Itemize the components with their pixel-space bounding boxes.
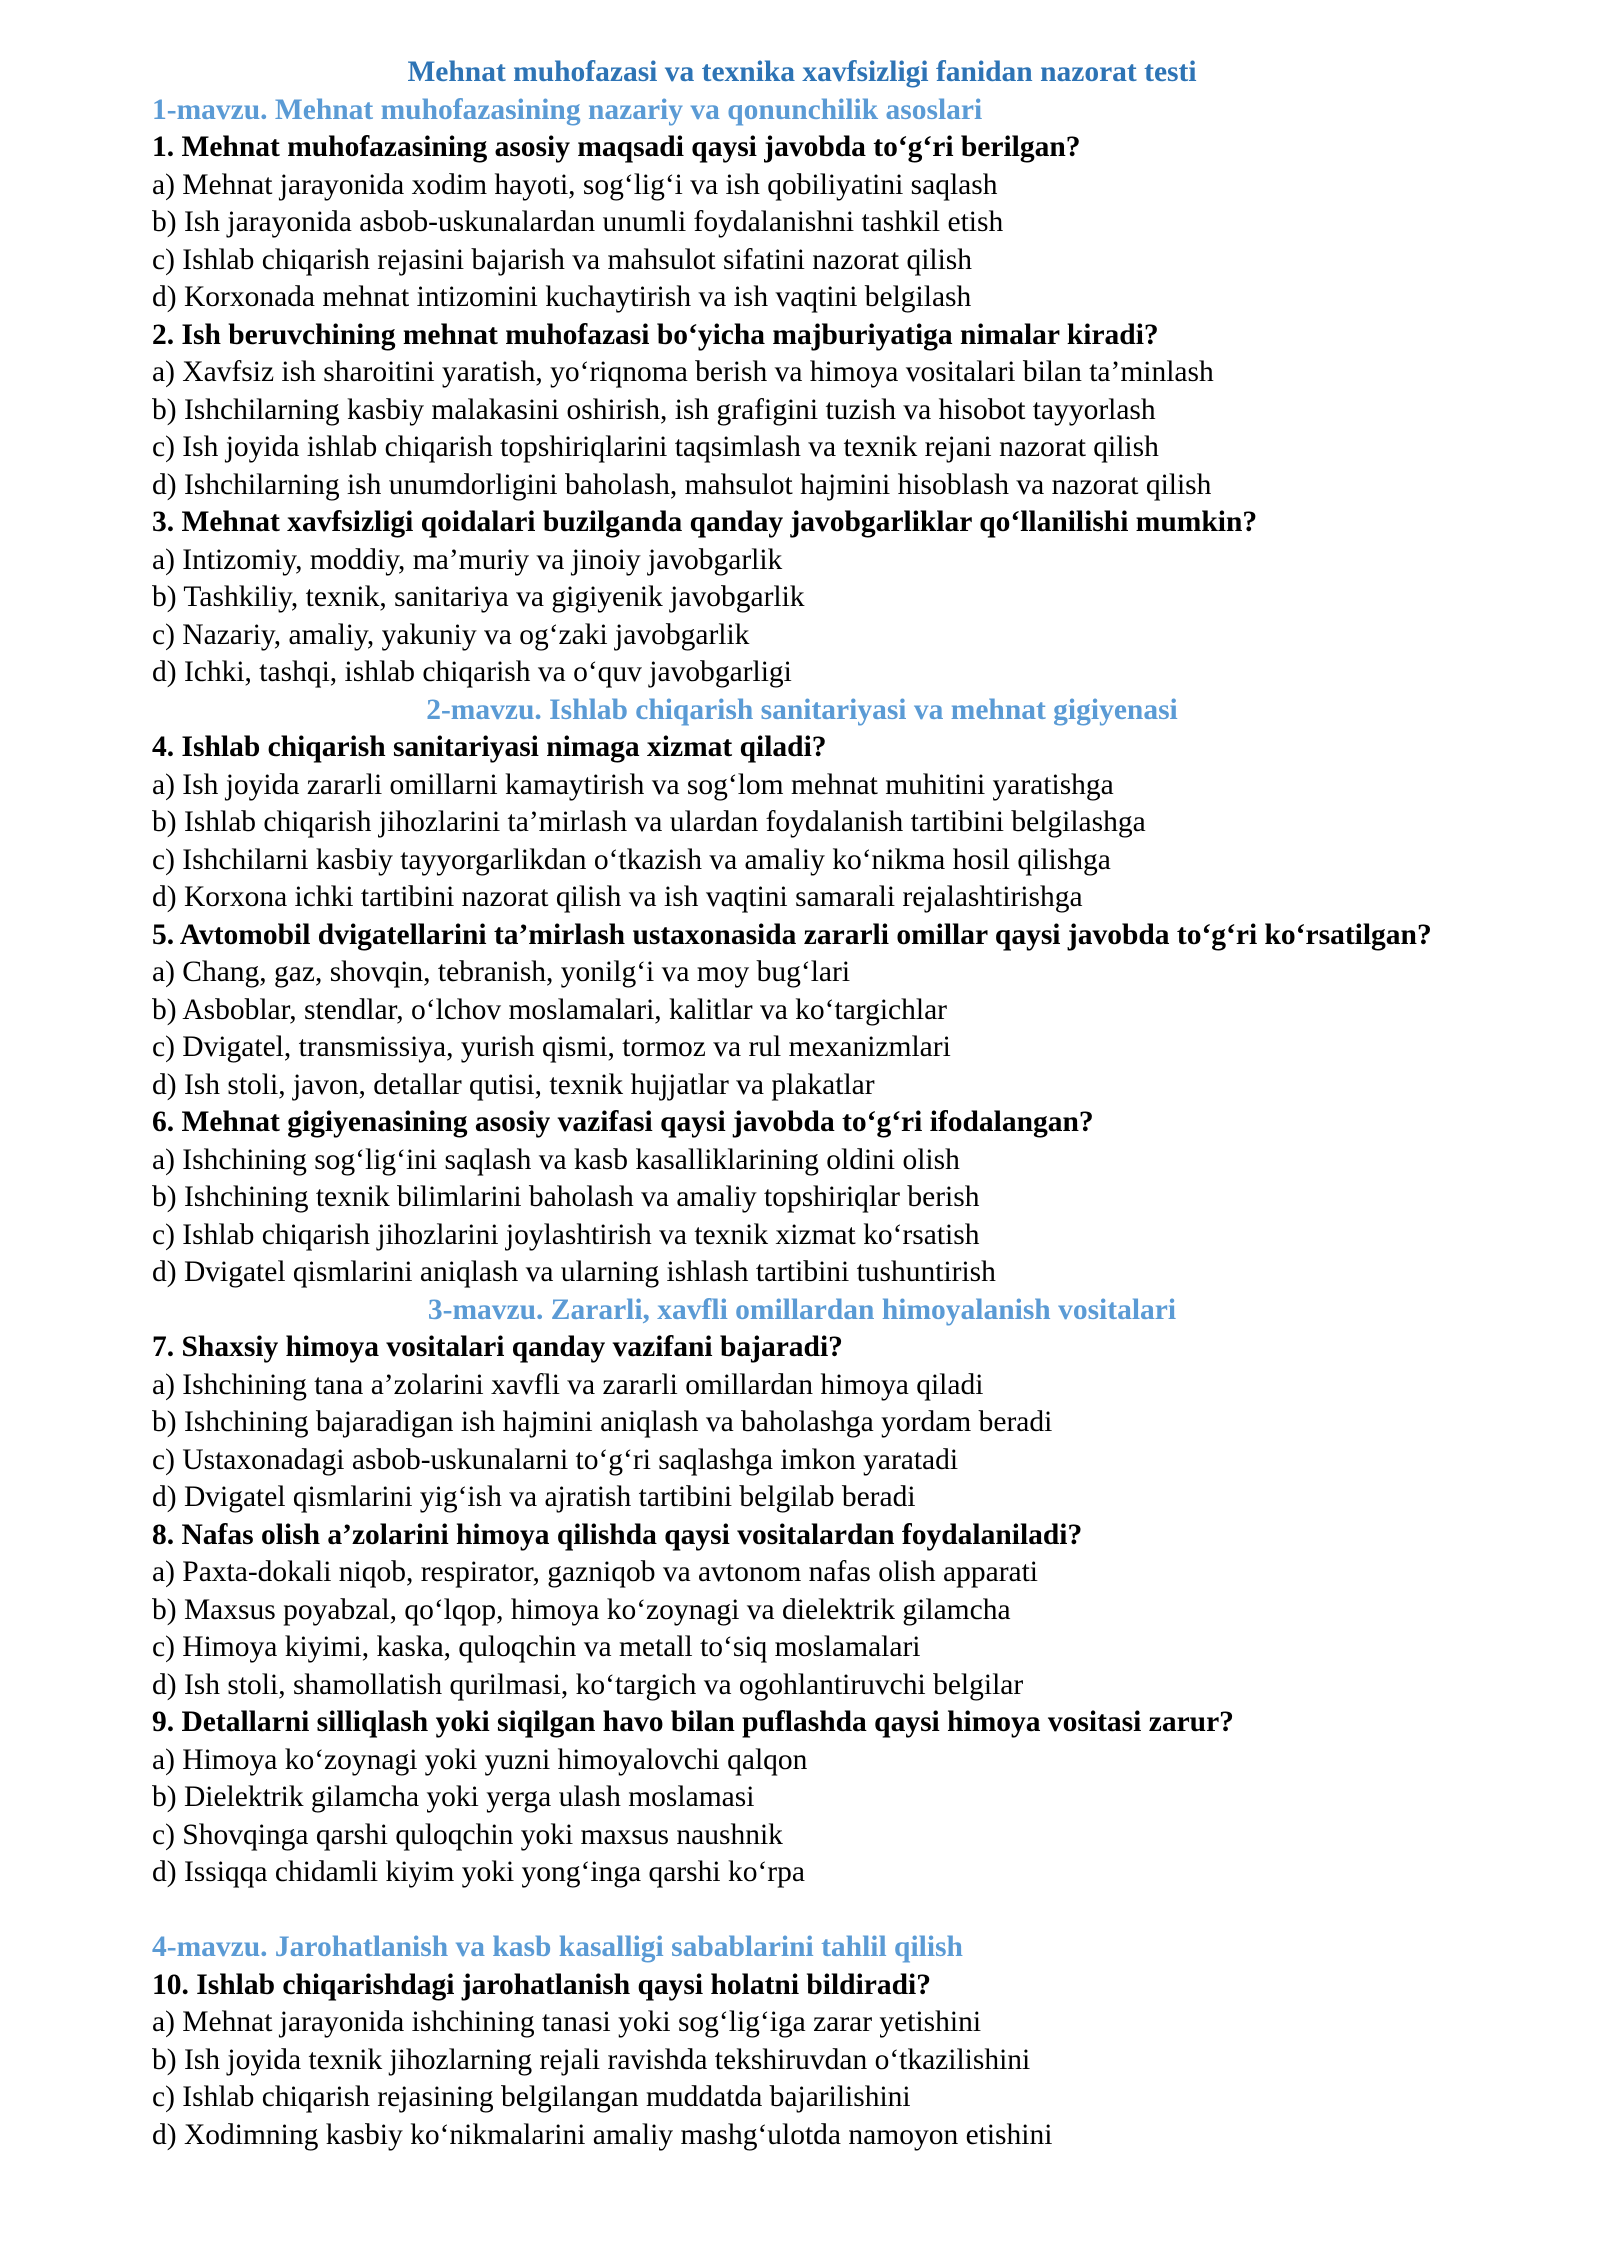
question-6: 6. Mehnat gigiyenasining asosiy vazifasi qaysi javobda to‘g‘ri ifodalangan? <box>152 1106 1094 1138</box>
topic-heading-2: 2-mavzu. Ishlab chiqarish sanitariyasi va mehnat gigiyenasi <box>426 693 1178 726</box>
topic-heading-4: 4-mavzu. Jarohatlanish va kasb kasalligi sabablarini tahlil qilish <box>152 1931 963 1963</box>
question-3: 3. Mehnat xavfsizligi qoidalari buzilganda qanday javobgarliklar qo‘llanilishi mumkin? <box>152 506 1258 538</box>
question-6-option-d: d) Dvigatel qismlarini aniqlash va ularning ishlash tartibini tushuntirish <box>152 1256 996 1288</box>
question-2-option-b: b) Ishchilarning kasbiy malakasini oshirish, ish grafigini tuzish va hisobot tayyorlash <box>152 393 1156 426</box>
question-5-option-c: c) Dvigatel, transmissiya, yurish qismi, tormoz va rul mexanizmlari <box>152 1031 951 1063</box>
question-3-option-a: a) Intizomiy, moddiy, ma’muriy va jinoiy javobgarlik <box>152 543 783 576</box>
question-4-option-c: c) Ishchilarni kasbiy tayyorgarlikdan o‘tkazish va amaliy ko‘nikma hosil qilishga <box>152 843 1111 876</box>
question-8-option-c: c) Himoya kiyimi, kaska, quloqchin va metall to‘siq moslamalari <box>152 1631 921 1663</box>
question-5: 5. Avtomobil dvigatellarini ta’mirlash ustaxonasida zararli omillar qaysi javobda to‘g‘ri ko‘rsatilgan? <box>152 918 1432 951</box>
question-9-option-d: d) Issiqqa chidamli kiyim yoki yong‘inga qarshi ko‘rpa <box>152 1856 805 1888</box>
question-6-option-b: b) Ishchining texnik bilimlarini baholash va amaliy topshiriqlar berish <box>152 1181 980 1213</box>
question-1-option-c: c) Ishlab chiqarish rejasini bajarish va mahsulot sifatini nazorat qilish <box>152 243 973 276</box>
question-5-option-b: b) Asboblar, stendlar, o‘lchov moslamalari, kalitlar va ko‘targichlar <box>152 993 947 1026</box>
question-7-option-a: a) Ishchining tana a’zolarini xavfli va zararli omillardan himoya qiladi <box>152 1368 984 1401</box>
blank-line <box>152 1892 1452 1930</box>
question-1: 1. Mehnat muhofazasining asosiy maqsadi qaysi javobda to‘g‘ri berilgan? <box>152 131 1081 163</box>
question-6-option-a: a) Ishchining sog‘lig‘ini saqlash va kasb kasalliklarining oldini olish <box>152 1143 960 1176</box>
question-8-option-b: b) Maxsus poyabzal, qo‘lqop, himoya ko‘zoynagi va dielektrik gilamcha <box>152 1593 1011 1626</box>
topic-heading-3: 3-mavzu. Zararli, xavfli omillardan himoyalanish vositalari <box>427 1293 1177 1326</box>
question-4: 4. Ishlab chiqarish sanitariyasi nimaga xizmat qiladi? <box>152 731 827 763</box>
document-title: Mehnat muhofazasi va texnika xavfsizligi fanidan nazorat testi <box>407 56 1197 88</box>
question-7: 7. Shaxsiy himoya vositalari qanday vazifani bajaradi? <box>152 1331 843 1363</box>
question-8: 8. Nafas olish a’zolarini himoya qilishda qaysi vositalardan foydalaniladi? <box>152 1518 1083 1551</box>
question-10-option-c: c) Ishlab chiqarish rejasining belgilangan muddatda bajarilishini <box>152 2081 911 2113</box>
question-9-option-c: c) Shovqinga qarshi quloqchin yoki maxsus naushnik <box>152 1818 783 1851</box>
question-9: 9. Detallarni silliqlash yoki siqilgan havo bilan puflashda qaysi himoya vositasi zarur? <box>152 1706 1234 1738</box>
question-1-option-a: a) Mehnat jarayonida xodim hayoti, sog‘lig‘i va ish qobiliyatini saqlash <box>152 168 998 201</box>
topic-heading-1: 1-mavzu. Mehnat muhofazasining nazariy va qonunchilik asoslari <box>152 93 983 126</box>
question-5-option-d: d) Ish stoli, javon, detallar qutisi, texnik hujjatlar va plakatlar <box>152 1068 875 1101</box>
question-10: 10. Ishlab chiqarishdagi jarohatlanish qaysi holatni bildiradi? <box>152 1968 931 2001</box>
question-7-option-c: c) Ustaxonadagi asbob-uskunalarni to‘g‘ri saqlashga imkon yaratadi <box>152 1443 959 1476</box>
question-2-option-d: d) Ishchilarning ish unumdorligini baholash, mahsulot hajmini hisoblash va nazorat qilish <box>152 468 1212 501</box>
question-10-option-a: a) Mehnat jarayonida ishchining tanasi yoki sog‘lig‘iga zarar yetishini <box>152 2006 982 2038</box>
question-6-option-c: c) Ishlab chiqarish jihozlarini joylashtirish va texnik xizmat ko‘rsatish <box>152 1218 980 1251</box>
question-2: 2. Ish beruvchining mehnat muhofazasi bo‘yicha majburiyatiga nimalar kiradi? <box>152 318 1159 351</box>
question-4-option-b: b) Ishlab chiqarish jihozlarini ta’mirlash va ulardan foydalanish tartibini belgilashga <box>152 806 1146 838</box>
question-4-option-d: d) Korxona ichki tartibini nazorat qilish va ish vaqtini samarali rejalashtirishga <box>152 881 1083 913</box>
question-9-option-b: b) Dielektrik gilamcha yoki yerga ulash moslamasi <box>152 1781 755 1813</box>
question-7-option-b: b) Ishchining bajaradigan ish hajmini aniqlash va baholashga yordam beradi <box>152 1406 1053 1438</box>
question-1-option-d: d) Korxonada mehnat intizomini kuchaytirish va ish vaqtini belgilash <box>152 281 972 313</box>
question-8-option-a: a) Paxta-dokali niqob, respirator, gazniqob va avtonom nafas olish apparati <box>152 1556 1039 1588</box>
question-10-option-b: b) Ish joyida texnik jihozlarning rejali ravishda tekshiruvdan o‘tkazilishini <box>152 2043 1031 2076</box>
question-7-option-d: d) Dvigatel qismlarini yig‘ish va ajratish tartibini belgilab beradi <box>152 1481 916 1513</box>
question-3-option-d: d) Ichki, tashqi, ishlab chiqarish va o‘quv javobgarligi <box>152 656 792 688</box>
question-2-option-c: c) Ish joyida ishlab chiqarish topshiriqlarini taqsimlash va texnik rejani nazorat qilish <box>152 431 1159 463</box>
question-10-option-d: d) Xodimning kasbiy ko‘nikmalarini amaliy mashg‘ulotda namoyon etishini <box>152 2118 1053 2151</box>
question-8-option-d: d) Ish stoli, shamollatish qurilmasi, ko‘targich va ogohlantiruvchi belgilar <box>152 1668 1024 1701</box>
question-9-option-a: a) Himoya ko‘zoynagi yoki yuzni himoyalovchi qalqon <box>152 1743 808 1776</box>
question-5-option-a: a) Chang, gaz, shovqin, tebranish, yonilg‘i va moy bug‘lari <box>152 956 851 988</box>
question-4-option-a: a) Ish joyida zararli omillarni kamaytirish va sog‘lom mehnat muhitini yaratishga <box>152 768 1114 801</box>
question-3-option-b: b) Tashkiliy, texnik, sanitariya va gigiyenik javobgarlik <box>152 581 805 613</box>
question-2-option-a: a) Xavfsiz ish sharoitini yaratish, yo‘riqnoma berish va himoya vositalari bilan ta’minlash <box>152 356 1214 388</box>
document-page <box>152 54 1452 2154</box>
question-3-option-c: c) Nazariy, amaliy, yakuniy va og‘zaki javobgarlik <box>152 618 750 651</box>
question-1-option-b: b) Ish jarayonida asbob-uskunalardan unumli foydalanishni tashkil etish <box>152 206 1004 238</box>
